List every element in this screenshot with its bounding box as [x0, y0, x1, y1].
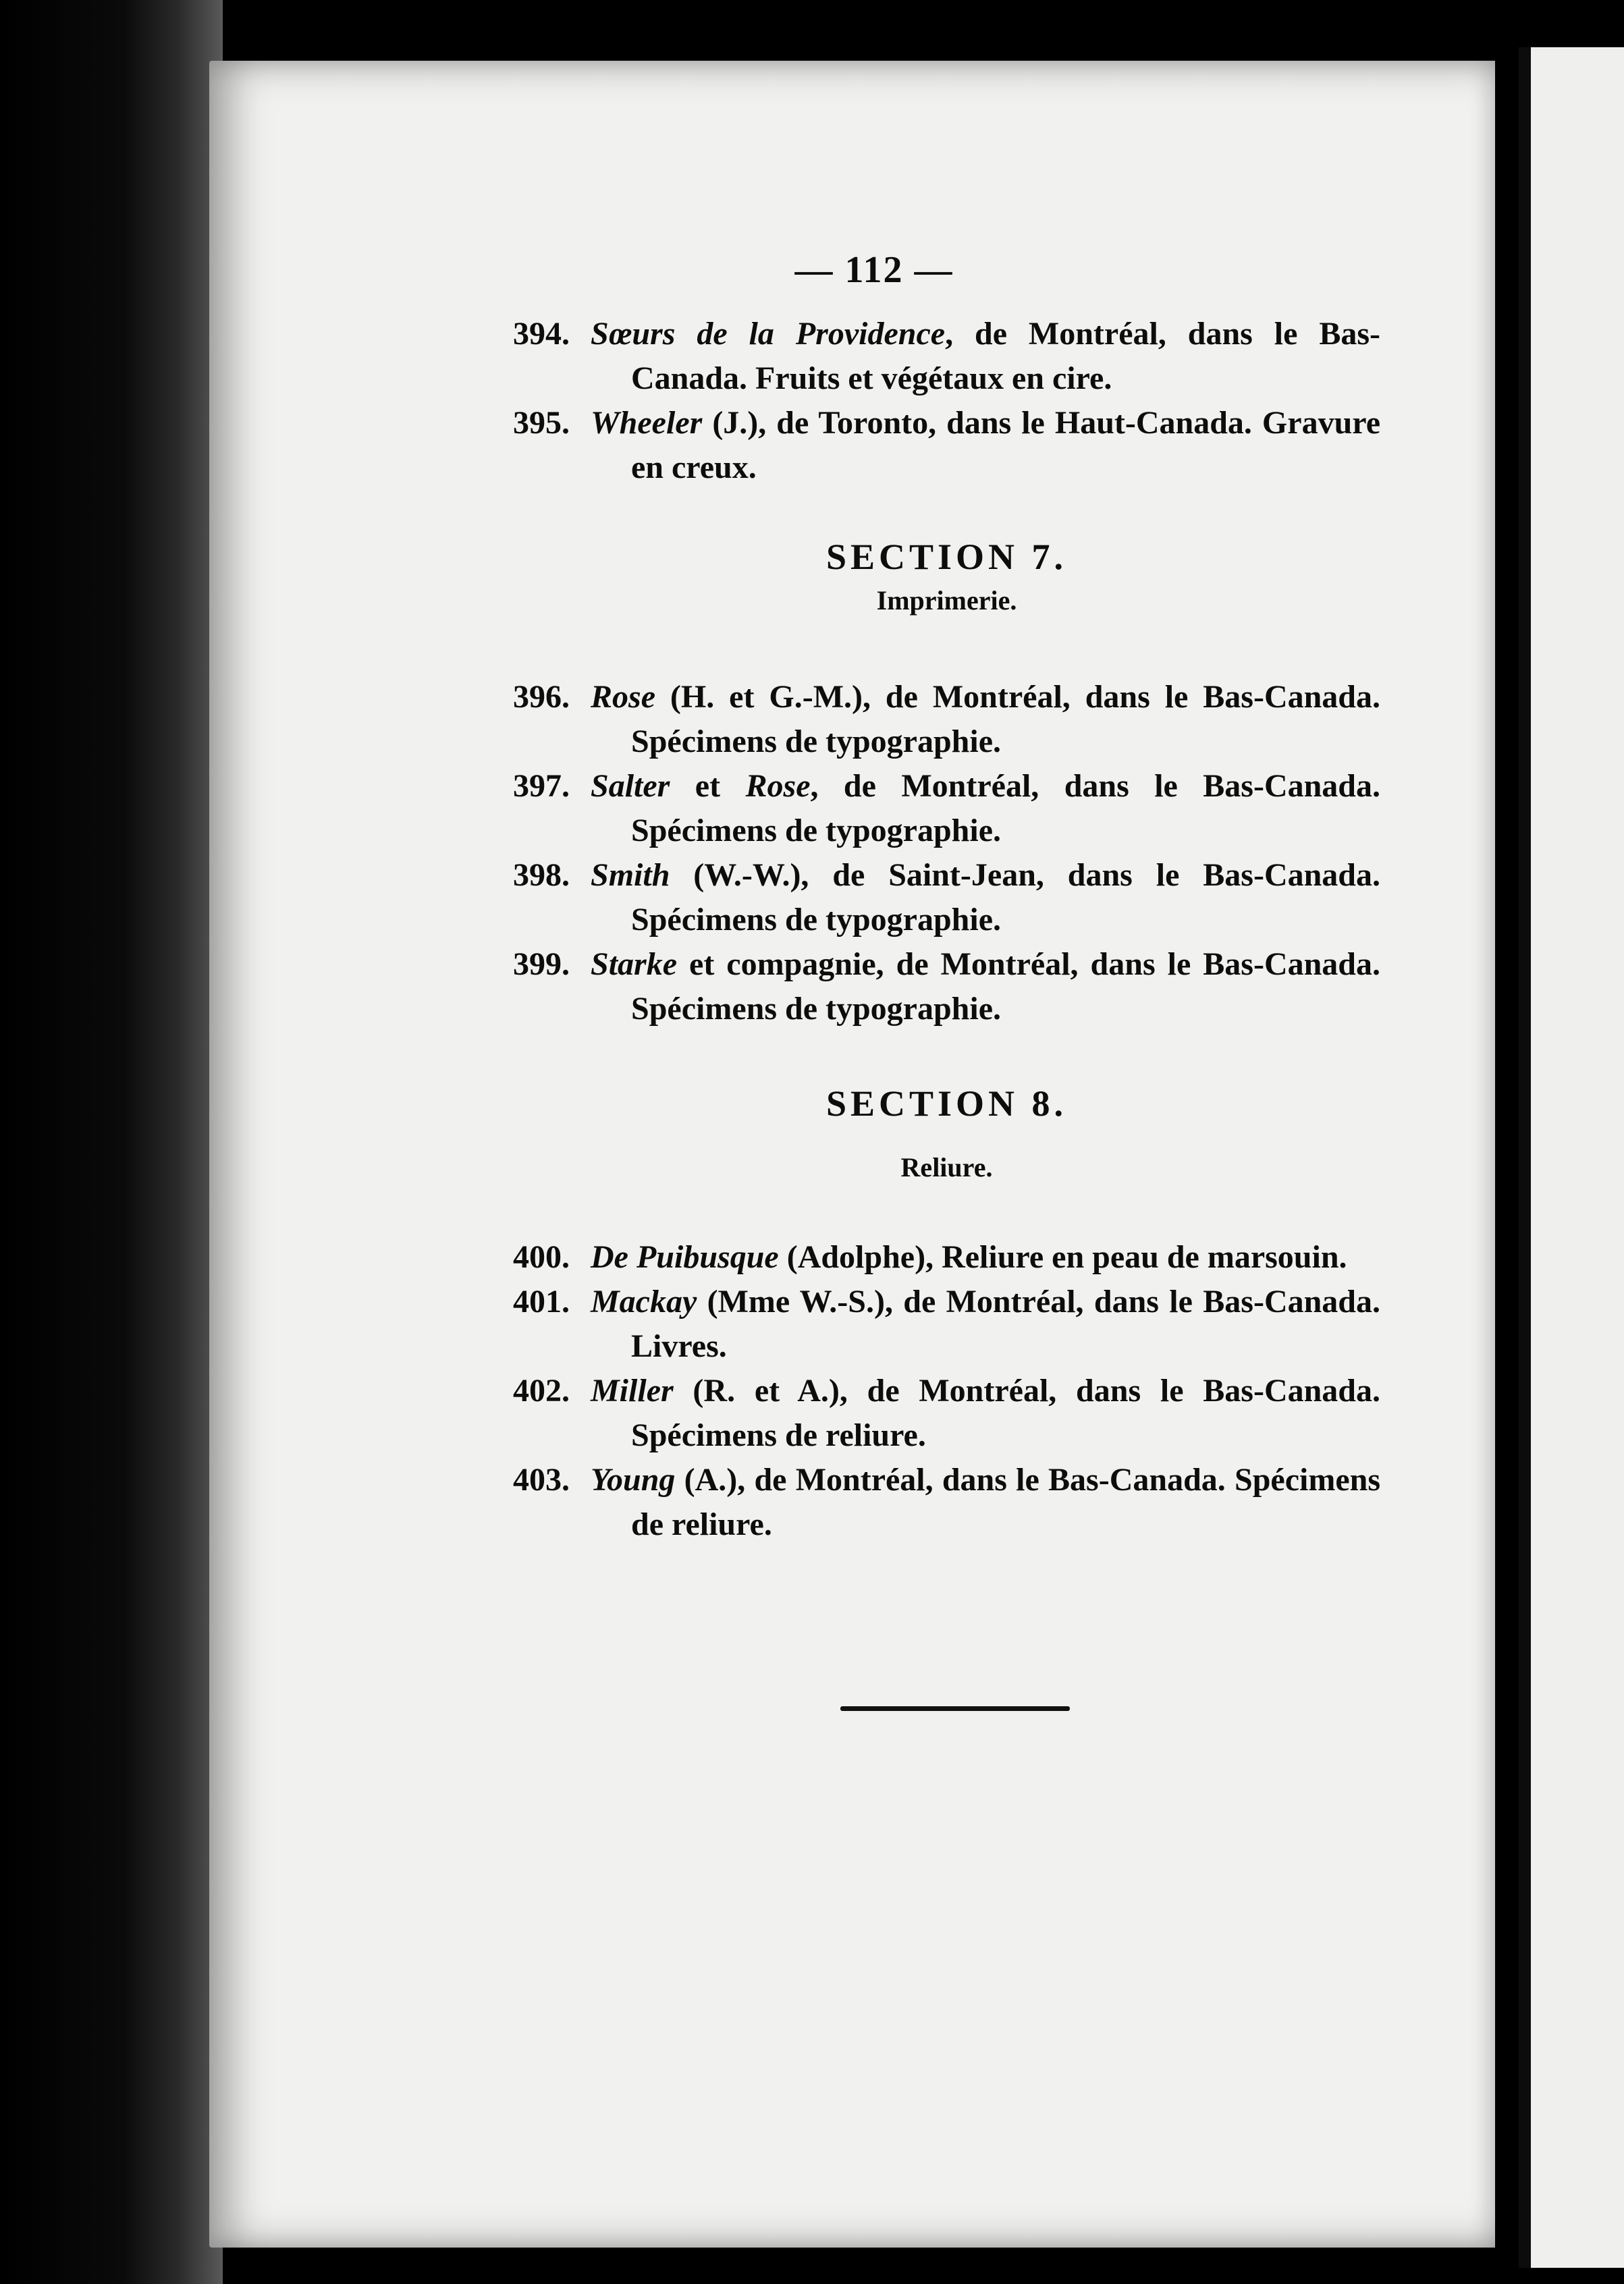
entry-number: 400.: [513, 1239, 570, 1275]
entry-395: [513, 401, 1380, 490]
entry-text: (H. et G.-M.), de Montréal, dans le Bas-Canada. Spécimens de typographie.: [631, 679, 1380, 759]
entry-394: [513, 312, 1380, 401]
entry-number: 397.: [513, 768, 570, 804]
section-subtitle: Imprimerie.: [876, 585, 1017, 616]
section-8-entries: [513, 1235, 1380, 1547]
entry-398: [513, 853, 1380, 942]
entry-name: Wheeler: [591, 405, 703, 441]
entry-name: Mackay: [591, 1284, 697, 1320]
section-7: [513, 533, 1380, 621]
entry-name-2: Rose: [745, 768, 811, 804]
entry-399: [513, 942, 1380, 1031]
entry-name: Miller: [591, 1373, 674, 1409]
section-title: SECTION 8.: [825, 1083, 1068, 1124]
entry-text: , de Montréal, dans le Bas-Canada. Fruits et végétaux en cire.: [631, 316, 1380, 396]
end-rule: [840, 1706, 1070, 1711]
entry-number: 402.: [513, 1373, 570, 1409]
entry-number: 398.: [513, 857, 570, 893]
entry-text: (A.), de Montréal, dans le Bas-Canada. Spécimens de reliure.: [631, 1462, 1380, 1542]
entry-text: (Mme W.-S.), de Montréal, dans le Bas-Canada. Livres.: [631, 1284, 1380, 1364]
entry-402: [513, 1369, 1380, 1458]
page-number: — 112 —: [794, 249, 954, 291]
entry-text: , de Montréal, dans le Bas-Canada. Spécimens de typographie.: [631, 768, 1380, 848]
entry-text: (W.-W.), de Saint-Jean, dans le Bas-Canada. Spécimens de typographie.: [631, 857, 1380, 937]
entry-name: De Puibusque: [591, 1239, 779, 1275]
section-7-entries: [513, 675, 1380, 1031]
entry-403: [513, 1458, 1380, 1547]
entry-name: Sœurs de la Providence: [591, 316, 946, 352]
entry-number: 396.: [513, 679, 570, 715]
section-8: [513, 1080, 1380, 1188]
entry-397: [513, 764, 1380, 853]
section-subtitle: Reliure.: [900, 1152, 993, 1182]
entry-text: (J.), de Toronto, dans le Haut-Canada. Gravure en creux.: [631, 405, 1380, 485]
entry-name: Salter: [591, 768, 670, 804]
entry-text: et: [670, 768, 746, 804]
entry-401: [513, 1280, 1380, 1369]
entry-number: 403.: [513, 1462, 570, 1498]
section-title: SECTION 7.: [825, 537, 1068, 577]
entry-name: Rose: [591, 679, 655, 715]
entry-text: (Adolphe), Reliure en peau de marsouin.: [778, 1239, 1347, 1275]
facing-page-edge: [1519, 47, 1624, 2268]
entries-top: [513, 312, 1380, 490]
entry-text: et compagnie, de Montréal, dans le Bas-Canada. Spécimens de typographie.: [631, 946, 1380, 1027]
entry-number: 395.: [513, 405, 570, 441]
entry-396: [513, 675, 1380, 764]
entry-text: (R. et A.), de Montréal, dans le Bas-Canada. Spécimens de reliure.: [631, 1373, 1380, 1453]
entry-name: Smith: [591, 857, 670, 893]
entry-number: 399.: [513, 946, 570, 982]
entry-name: Starke: [591, 946, 678, 982]
entry-number: 394.: [513, 316, 570, 352]
entry-400: [513, 1235, 1380, 1280]
book-spine: [0, 0, 223, 2284]
entry-number: 401.: [513, 1284, 570, 1320]
entry-name: Young: [591, 1462, 676, 1498]
